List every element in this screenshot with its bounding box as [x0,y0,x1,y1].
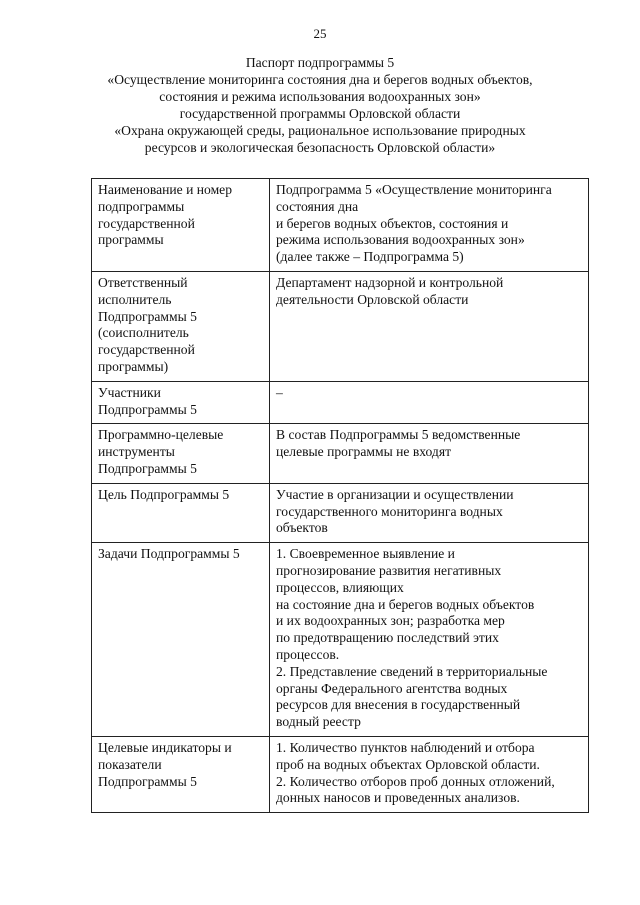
cell-line: – [276,384,283,400]
cell-line: целевые программы не входят [276,444,452,460]
cell-line: государственной [98,342,195,358]
row-value-cell [270,424,589,483]
cell-line: процессов. [276,646,340,662]
cell-line: Задачи Подпрограммы 5 [98,546,240,562]
title-line: «Осуществление мониторинга состояния дна и берегов водных объектов, [107,72,533,87]
cell-line: 1. Своевременное выявление и [276,546,455,562]
cell-line: органы Федерального агентства водных [276,680,508,696]
table-row [92,271,589,381]
title-line: ресурсов и экологическая безопасность Орловской области» [144,140,496,155]
passport-table [91,178,589,813]
cell-line: Подпрограммы 5 [98,460,197,476]
row-value-cell [270,483,589,542]
title-line: состояния и режима использования водоохранных зон» [159,89,481,104]
row-label-cell [92,424,270,483]
page-number: 25 [313,26,327,41]
cell-line: ресурсов для внесения в государственный [276,697,521,713]
cell-line: 2. Представление сведений в территориальные [276,663,548,679]
cell-line: 2. Количество отборов проб донных отложений, [276,773,555,789]
row-label-cell [92,381,270,424]
title-line: Паспорт подпрограммы 5 [245,55,395,70]
cell-line: государственной [98,215,195,231]
title-line: «Охрана окружающей среды, рациональное использование природных [114,123,526,138]
cell-line: Подпрограммы 5 [98,773,197,789]
row-value-cell [270,543,589,737]
cell-line: прогнозирование развития негативных [276,562,502,578]
cell-line: (соисполнитель [98,325,189,341]
cell-line: донных наносов и проведенных анализов. [276,790,520,806]
table-row [92,483,589,542]
table-row [92,543,589,737]
cell-line: объектов [276,520,328,536]
cell-line: Ответственный [98,274,188,290]
cell-line: В состав Подпрограммы 5 ведомственные [276,427,521,443]
cell-line: состояния дна [276,198,359,214]
cell-line: Программно-целевые [98,427,224,443]
cell-line: Подпрограммы 5 [98,308,197,324]
row-value-cell [270,381,589,424]
row-value-cell [270,179,589,272]
cell-line: Целевые индикаторы и [98,739,232,755]
cell-line: Департамент надзорной и контрольной [276,274,504,290]
cell-line: Цель Подпрограммы 5 [98,486,230,502]
cell-line: и берегов водных объектов, состояния и [276,215,509,231]
row-value-cell [270,736,589,812]
title-line: государственной программы Орловской области [179,106,461,121]
cell-line: деятельности Орловской области [276,291,469,307]
cell-line: государственного мониторинга водных [276,503,503,519]
cell-line: Подпрограмма 5 «Осуществление мониторинга [276,182,552,197]
cell-line: водный реестр [276,714,361,730]
cell-line: процессов, влияющих [276,579,404,595]
table-row [92,424,589,483]
cell-line: показатели [98,756,162,772]
table-row [92,736,589,812]
row-label-cell [92,736,270,812]
cell-line: Подпрограммы 5 [98,401,197,417]
cell-line: инструменты [98,444,175,460]
cell-line: Участники [98,384,161,400]
cell-line: по предотвращению последствий этих [276,630,499,646]
row-value-cell [270,271,589,381]
cell-line: и их водоохранных зон; разработка мер [276,613,505,629]
cell-line: 1. Количество пунктов наблюдений и отбора [276,739,535,755]
row-label-cell [92,543,270,737]
cell-line: (далее также – Подпрограмма 5) [276,249,464,265]
row-label-cell [92,271,270,381]
cell-line: на состояние дна и берегов водных объектов [276,596,535,612]
passport-title [60,54,580,156]
table-row [92,381,589,424]
cell-line: программы [98,232,164,248]
row-label-cell [92,179,270,272]
cell-line: Наименование и номер [98,182,233,197]
cell-line: проб на водных объектах Орловской области. [276,756,540,772]
cell-line: исполнитель [98,291,172,307]
cell-line: Участие в организации и осуществлении [276,486,514,502]
cell-line: подпрограммы [98,198,185,214]
row-label-cell [92,483,270,542]
table-row [92,179,589,272]
cell-line: режима использования водоохранных зон» [276,232,525,248]
cell-line: программы) [98,358,169,374]
